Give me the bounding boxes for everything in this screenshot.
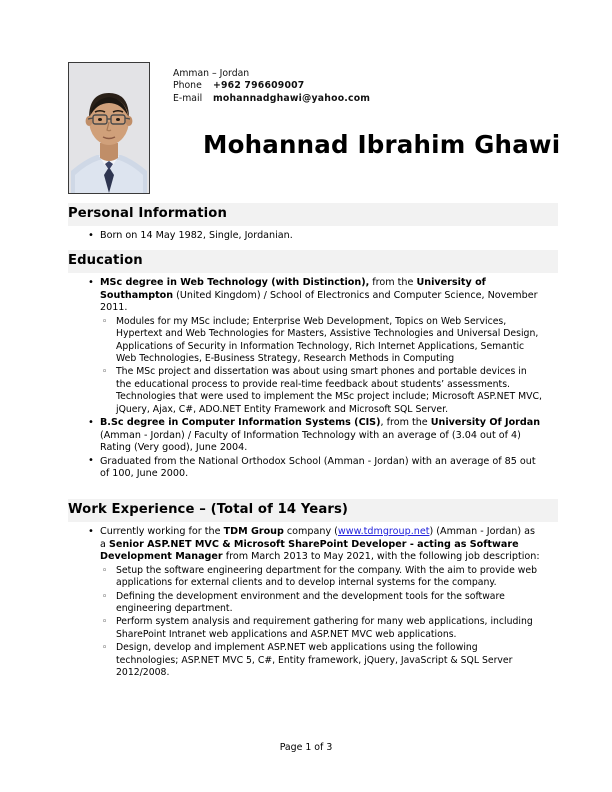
profile-photo [68, 62, 150, 194]
personal-information-heading: Personal Information [68, 206, 227, 221]
section-education [0, 250, 612, 482]
list-item-msc [86, 277, 542, 416]
job-dates-text: from March 2013 to May 2021, with the following job description: [222, 551, 540, 563]
page-footer [0, 742, 612, 753]
list-item: ◦ Modules for my MSc include; Enterprise Web Development, Topics on Web Services, Hypertext and Web Technologies for Masters, Assistive Technologies and Universal Design, Applications of Security in Information Technology, Rich Internet Applications, Semantic Web Technologies, E-Business Strategy, Research Methods in Computing [100, 316, 542, 366]
msc-degree-title: MSc degree in Web Technology (with Distinction), [100, 277, 370, 288]
list-item: ◦ Design, develop and implement ASP.NET web applications using the following technologies; ASP.NET MVC 5, C#, Entity framework, jQuery, JavaScript & SQL Server 2012/2008. [100, 642, 542, 679]
portrait-photo-icon [69, 63, 149, 193]
msc-details: (United Kingdom) / School of Electronics and Computer Science, November 2011. [100, 289, 538, 314]
personal-information-heading-band [68, 203, 558, 226]
phone-value: +962 796609007 [213, 80, 305, 92]
job-location-text: ) (Amman - Jordan) as a [100, 526, 535, 550]
list-item-bsc [86, 417, 542, 455]
page-title: Mohannad Ibrahim Ghawi [203, 130, 561, 159]
education-heading: Education [68, 253, 143, 268]
list-item: ◦ Defining the development environment and the development tools for the software engineering department. [100, 591, 542, 616]
job-duties-list [100, 565, 542, 680]
msc-university: University of Southampton [100, 277, 486, 301]
section-personal-information [0, 203, 612, 244]
job-company-suffix: company ( [283, 526, 338, 537]
section-work-experience [0, 499, 612, 680]
msc-sub-list [100, 316, 542, 416]
job-intro-text: Currently working for the [100, 526, 224, 537]
contact-location: Amman – Jordan [173, 68, 250, 79]
education-heading-band [68, 250, 558, 273]
personal-information-list [86, 230, 542, 243]
work-experience-heading: Work Experience – (Total of 14 Years) [68, 502, 349, 517]
job-title: Senior ASP.NET MVC & Microsoft SharePoint Developer - acting as Software Development Manager [100, 538, 519, 563]
list-item-current-job [86, 526, 542, 679]
company-name: TDM Group [223, 526, 284, 537]
education-body [86, 277, 542, 481]
bsc-university: University Of Jordan [430, 417, 541, 429]
education-list [86, 277, 542, 481]
email-label: E-mail [173, 92, 203, 104]
list-item-school: • Graduated from the National Orthodox School (Amman - Jordan) with an average of 85 out of 100, June 2000. [86, 456, 542, 481]
list-item: • Born on 14 May 1982, Single, Jordanian. [86, 230, 542, 243]
phone-label: Phone [173, 80, 202, 92]
list-item: ◦ The MSc project and dissertation was about using smart phones and portable devices in the educational process to provide real-time feedback about students’ assessments. Technologies that were used to implement the MSc project include; Microsoft ASP.NET MVC, jQuery, Ajax, C#, ADO.NET Entity Framework and Microsoft SQL Server. [100, 366, 542, 416]
work-experience-body [86, 526, 542, 679]
bsc-from-text: , from the [380, 417, 431, 429]
bsc-details: (Amman - Jordan) / Faculty of Information Technology with an average of (3.04 out of 4) Rating (Very good), June 2004. [100, 429, 521, 454]
list-item: ◦ Perform system analysis and requirement gathering for many web applications, including SharePoint Intranet web applications and ASP.NET MVC web applications. [100, 616, 542, 641]
contact-block [173, 68, 370, 105]
contact-phone [173, 80, 370, 92]
list-item: ◦ Setup the software engineering department for the company. With the aim to provide web applications for external clients and to develop internal systems for the company. [100, 565, 542, 590]
contact-email [173, 93, 370, 105]
bsc-degree-title: B.Sc degree in Computer Information Systems (CIS) [100, 417, 381, 429]
work-experience-heading-band [68, 499, 558, 522]
resume-header [68, 62, 561, 194]
msc-from-text: from the [369, 277, 417, 288]
page-number: Page 1 of 3 [279, 742, 333, 753]
personal-information-body [86, 230, 542, 243]
email-value: mohannadghawi@yahoo.com [213, 92, 371, 104]
work-experience-list [86, 526, 542, 679]
company-website-link[interactable]: www.tdmgroup.net [337, 526, 430, 537]
